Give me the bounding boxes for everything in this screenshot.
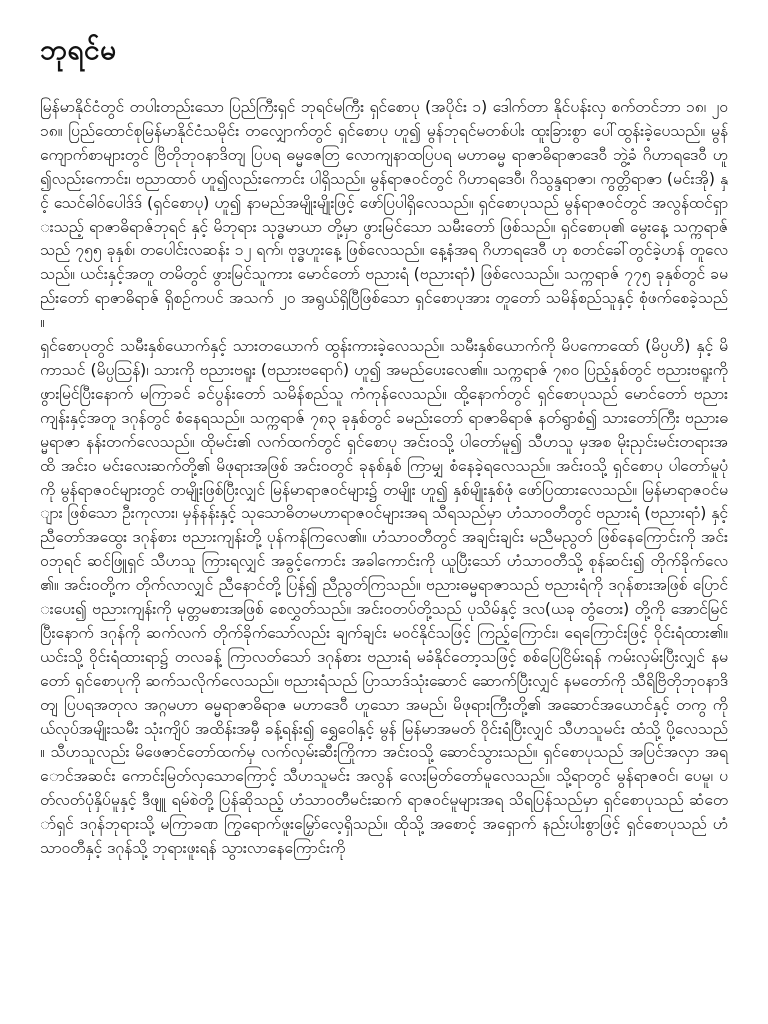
paragraph-1: မြန်မာနိုင်ငံတွင် တပါးတည်းသော ပြည်ကြီးရှင် ဘုရင်မကြီး ရှင်စောပု (အပိုင်း ၁) ဒေါက်တာ နိုင်ပန်းလှ စက်တင်ဘာ ၁၈၊ ၂၀၁၈။ ပြည်ထောင်စုမြန်မာနိုင်ငံသမိုင်း တလျှောက်တွင် ရှင်စောပု ဟူ၍ မွန်ဘုရင်မတစ်ပါး ထူးခြားစွာ ပေါ်ထွန်းခဲ့ပေသည်။ မွန်ကျောက်စာများတွင် ဗြိတိုဘုဝနာဒိတျ ပြပရ ဓမ္မဇေတြ လောကျနာထပြပရ မဟာဓမ္မ ရာဇာဓိရာဇာဒေဝီ ဘွဲ့ခံ ဂိဟာရဒေဝီ ဟူ၍လည်းကောင်း၊ ဗညာထာဝ် ဟူ၍လည်းကောင်း ပါရှိသည်။ မွန်ရာဇဝင်တွင် ဂိဟာရဒေဝီ၊ ဂိသွန္ဒရာဇာ၊ ကွတ္တိရာဇာ (မင်းအို) နှင့် သေင်ဓါဝ်ပေါဒ်ဒ် (ရှင်စောပု) ဟူ၍ နာမည်အမျိုးမျိုးဖြင့် ဖော်ပြပါရှိလေသည်။ ရှင်စောပုသည် မွန်ရာဇဝင်တွင် အလွန်ထင်ရှားသည့် ရာဇာဓိရာဇ်ဘုရင် နှင့် မိဘုရား သုဒ္ဓမာယာ တို့မှာ ဖွားမြင်သော သမီးတော် ဖြစ်သည်။ ရှင်စောပု၏ မွေးနေ့ သက္ကရာဇ်သည် ၇၅၅ ခုနှစ်၊ တပေါင်းလဆန်း ၁၂ ရက်၊ ဗုဒ္ဓဟူးနေ့ ဖြစ်လေသည်။ နေ့နံအရ ဂိဟာရဒေဝီ ဟု စတင်ခေါ်တွင်ခဲ့ဟန် တူလေသည်။ ယင်းနှင့်အတူ တမိတွင် ဖွားမြင်သူကား မောင်တော် ဗညားရံ (ဗညားရာံ) ဖြစ်လေသည်။ သက္ကရာဇ် ၇၇၅ ခုနှစ်တွင် ခမည်းတော် ရာဇာဓိရာဇ် ရှိစဉ်ကပင် အသက် ၂၀ အရွယ်ရှိပြီဖြစ်သော ရှင်စောပုအား တူတော် သမိန်စည်သူနှင့် စုံဖက်စေခဲ့သည်။	[40, 98, 728, 332]
document-body	[40, 96, 728, 861]
document-title: ဘုရင်မ	[40, 33, 117, 66]
paragraph-2: ရှင်စောပုတွင် သမီးနှစ်ယောက်နှင့် သားတယောက် ထွန်းကားခဲ့လေသည်။ သမီးနှစ်ယောက်ကို မိပကောထော် (မိပ္ပဟိ) နှင့် မိကာသင် (မိပ္ပသြန်)၊ သားကို ဗညားဗရူး (ဗညားဗရောဂ်) ဟူ၍ အမည်ပေးလေ၏။ သက္ကရာဇ် ၇၈၀ ပြည့်နှစ်တွင် ဗညားဗရူးကို ဖွားမြင်ပြီးနောက် မကြာခင် ခင်ပွန်းတော် သမိန်စည်သူ ကံကုန်လေသည်။ ထို့နောက်တွင် ရှင်စောပုသည် မောင်တော် ဗညားကျန်းနှင့်အတူ ဒဂုန်တွင် စံနေရသည်။ သက္ကရာဇ် ၇၈၃ ခုနှစ်တွင် ခမည်းတော် ရာဇာဓိရာဇ် နတ်ရွာစံ၍ သားတော်ကြီး ဗညားဓမ္မရာဇာ နန်းတက်လေသည်။ ထိုမင်း၏ လက်ထက်တွင် ရှင်စောပု အင်းဝသို့ ပါတော်မူ၍ သီဟသူ မှအစ မိုးညှင်းမင်းတရားအထိ အင်း၀ မင်းလေးဆက်တို့၏ မိဖုရားအဖြစ် အင်း၀တွင် ခုနစ်နှစ် ကြာမျှ စံနေခဲ့ရလေသည်။ အင်း၀သို့ ရှင်စောပု ပါတော်မူပုံကို မွန်ရာဇဝင်များတွင် တမျိုးဖြစ်ပြီးလျှင် မြန်မာရာဇဝင်များ၌ တမျိုး ဟူ၍ နှစ်မျိုးနှစ်ဖုံ ဖော်ပြထားလေသည်။ မြန်မာရာဇဝင်များ ဖြစ်သော ဦးကုလား၊ မှန်နန်းနှင့် သုသောဓိတမဟာရာဇဝင်များအရ သီရသည်မှာ ဟံသာဝတီတွင် ဗညားရံ (ဗညားရာံ) နှင့် ညီတော်အထွေး ဒဂုန်စား ဗညားကျန်းတို့ ပုန်ကန်ကြလေ၏။ ဟံသာဝတီတွင် အချင်းချင်း မညီမညွတ် ဖြစ်နေကြောင်းကို အင်း၀ဘုရင် ဆင်ဖြူရှင် သီဟသူ ကြားရလျှင် အခွင့်ကောင်း အခါကောင်းကို ယူပြီးသော် ဟံသာဝတီသို့ စုန်ဆင်း၍ တိုက်ခိုက်လေ၏။ အင်း၀တို့က တိုက်လာလျှင် ညီနောင်တို့ ပြန်၍ ညီညွတ်ကြသည်။ ဗညားဓမ္မရာဇာသည် ဗညားရံကို ဒဂုန်စားအဖြစ် ပြောင်းပေး၍ ဗညားကျန်းကို မုတ္တမစားအဖြစ် စေလွှတ်သည်။ အင်း၀တပ်တို့သည် ပုသိမ်နှင့် ဒလ(ယခု တွံတေး) တို့ကို အောင်မြင်ပြီးနောက် ဒဂုန်ကို ဆက်လက် တိုက်ခိုက်သော်လည်း ချက်ချင်း မဝင်နိုင်သဖြင့် ကြည့်ကြောင်း၊ ရေကြောင်းဖြင့် ဝိုင်းရံထား၏။ ယင်းသို့ ဝိုင်းရံထားရာ၌ တလခန့် ကြာလတ်သော် ဒဂုန်စား ဗညားရံ မခံနိုင်တော့သဖြင့် စစ်ပြေငြိမ်းရန် ကမ်းလှမ်းပြီးလျှင် နမတော် ရှင်စောပုကို ဆက်သလိုက်လေသည်။ ဗညားရံသည် ပြာသာဒ်သုံးဆောင် ဆောက်ပြီးလျှင် နမတော်ကို သီရိဗြိတိုဘုဝနာဒိတျ ပြပရအတုလ အဂ္ဂမဟာ ဓမ္မရာဇာဓိရာဇ မဟာဒေဝီ ဟူသော အမည်၊ မိဖုရားကြီးတို့၏ အဆောင်အယောင်နှင့် တကွ ကိုယ်လုပ်အမျိုးသမီး သုံးကျိပ် အထိန်းအမှီ ခန့်ရန်း၍ ရွှေဝေါနှင့် မွန် မြန်မာအမတ် ဝိုင်းရံပြီးလျှင် သီဟသူမင်း ထံသို့ ပို့လေသည်။ သီဟသူလည်း မိဖေဇာင်တော်ထက်မှ လက်လှမ်းဆီးကြိုကာ အင်း၀သို့ ဆောင်သွားသည်။ ရှင်စောပုသည် အပြင်အလှာ အရောင်အဆင်း ကောင်းမြတ်လှသောကြောင့် သီဟသူမင်း အလွန် လေးမြတ်တော်မူလေသည်။ သို့ရာတွင် မွန်ရာဇဝင်၊ ပေမူ၊ ပတ်လတ်ပုံနှိပ်မူနှင့် ဒီဖျူ ရမ်စဲတို့ ပြန်ဆိုသည့် ဟံသာဝတီမင်းဆက် ရာဇဝင်မူများအရ သိရပြန်သည်မှာ ရှင်စောပုသည် ဆံတော်ရှင် ဒဂုန်ဘုရားသို့ မကြာခဏ ကြွရောက်ဖူးမြှော်လေ့ရှိသည်။ ထိုသို့ အစောင့် အရှောက် နည်းပါးစွာဖြင့် ရှင်စောပုသည် ဟံသာဝတီနှင့် ဒဂုန်သို့ ဘုရားဖူးရန် သွားလာနေကြောင်းကို	[40, 337, 728, 858]
